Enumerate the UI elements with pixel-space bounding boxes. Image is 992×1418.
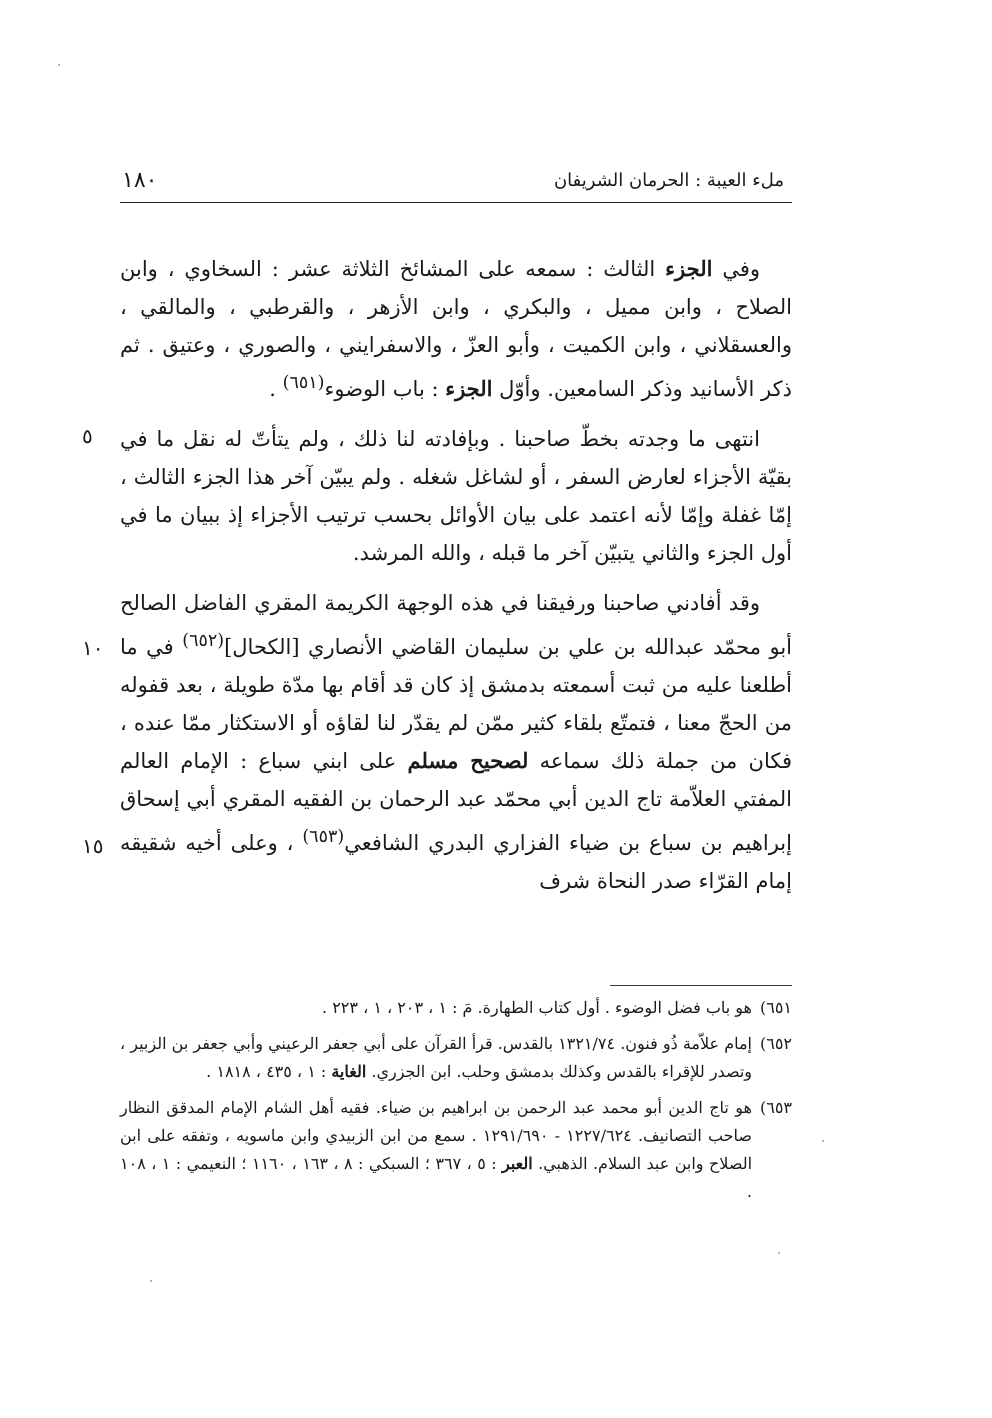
bold-term: الغاية (331, 1062, 367, 1081)
footnotes (120, 994, 792, 1214)
bold-term: الجزء (665, 256, 713, 281)
paragraph (120, 584, 792, 900)
text-span: إمام علاّمة ذُو فنون. ١٣٢١/٧٤ بالقدس. قرأ القرآن على أبي جعفر الرعيني وأبي جعفر بن الزبير ، وتصدر للإقراء بالقدس وكذلك بدمشق وحلب. ابن الجزري. (120, 1034, 752, 1081)
paragraph (120, 250, 792, 408)
bold-term: لصحيح مسلم (407, 748, 529, 773)
footnote (120, 994, 792, 1022)
scan-speck (150, 1280, 152, 1282)
main-text (120, 250, 792, 912)
text-span: . (269, 377, 283, 401)
bold-term: العبر (502, 1154, 533, 1173)
footnote-number: ٦٥١) (759, 998, 792, 1017)
page-header (120, 168, 792, 203)
paragraph (120, 420, 792, 572)
footnote (120, 1094, 792, 1206)
scan-speck (822, 1140, 824, 1142)
footnote-text (120, 1030, 752, 1086)
text-span: على ابني سباع : الإمام العالم المفتي العلاّمة تاج الدين أبي محمّد عبد الرحمان بن الفقيه المقري أبي إسحاق إبراهيم بن سباع بن ضياء الفزاري البدري الشافعي (120, 749, 792, 855)
footnote-ref[interactable]: (٦٥٣) (302, 827, 345, 847)
footnote-text (120, 1094, 752, 1206)
text-span: ، وعلى أخيه شقيقه إمام القرّاء صدر النحاة شرف (120, 831, 792, 893)
footnote-separator (610, 985, 792, 986)
footnote-number: ٦٥٢) (759, 1034, 792, 1053)
text-span: وقد أفادني صاحبنا ورفيقنا في هذه الوجهة الكريمة المقري الفاضل الصالح أبو محمّد عبدالله بن علي بن سليمان القاضي الأنصاري [الكحال] (120, 591, 793, 659)
footnote-number: ٦٥٣) (759, 1098, 792, 1117)
text-span: وفي (712, 257, 761, 281)
footnote (120, 1030, 792, 1086)
text-span: : ١ ، ٤٣٥ ، ١٨١٨ . (206, 1062, 332, 1081)
line-number-15: ١٥ (82, 834, 104, 858)
scan-speck (58, 64, 60, 66)
text-span: : باب الوضوء (324, 377, 446, 401)
running-title: ملء العيبة : الحرمان الشريفان (553, 170, 784, 191)
line-number-10: ١٠ (82, 636, 104, 660)
text-span: في ما أطلعنا عليه من ثبت أسمعته بدمشق إذ كان قد أقام بها مدّة طويلة ، بعد قفوله من الحجّ معنا ، فتمتّع بلقاء كثير ممّن لم يقدّر لنا لقاؤه أو الاستكثار ممّا عنده ، فكان من جملة ذلك سماعه (120, 635, 792, 773)
text-span: : ٥ ، ٣٦٧ ؛ السبكي : ٨ ، ١٦٣ ، ١١٦٠ ؛ النعيمي : ١ ، ١٠٨ . (120, 1154, 752, 1201)
footnote-text: هو باب فضل الوضوء . أول كتاب الطهارة. مَ : ١ ، ٢٠٣ ، ١ ، ٢٢٣ . (322, 998, 752, 1017)
page-number: ١٨٠ (122, 168, 158, 193)
footnote-ref[interactable]: (٦٥١) (282, 373, 325, 393)
scan-speck (778, 1252, 780, 1254)
line-number-5: ٥ (82, 424, 93, 448)
text-span: هو تاج الدين أبو محمد عبد الرحمن بن ابراهيم بن ضياء. فقيه أهل الشام الإمام المدقق النظار صاحب التصانيف. ١٢٢٧/٦٢٤ - ١٢٩١/٦٩٠ . سمع من ابن الزبيدي وابن ماسويه ، وتفقه على ابن الصلاح وابن عبد السلام. الذهبي. (120, 1098, 753, 1173)
text-span: انتهى ما وجدته بخطّ صاحبنا . وبإفادته لنا ذلك ، ولم يتأتّ له نقل ما في بقيّة الأجزاء لعارض السفر ، أو لشاغل شغله . ولم يبيّن آخر هذا الجزء الثالث ، إمّا غفلة وإمّا لأنه اعتمد على بيان الأوائل بحسب ترتيب الأجزاء إذ ببيان ما في أول الجزء والثاني يتبيّن آخر ما قبله ، والله المرشد. (120, 427, 792, 565)
text-span: الثالث : سمعه على المشائخ الثلاثة عشر : السخاوي ، وابن الصلاح ، وابن مميل ، والبكري ، وابن الأزهر ، والقرطبي ، والمالقي ، والعسقلاني ، وابن الكميت ، وأبو العزّ ، والاسفرايني ، والصوري ، وعتيق . ثم ذكر الأسانيد وذكر السامعين. وأوّل (120, 257, 792, 401)
bold-term: الجزء (445, 376, 493, 401)
footnote-ref[interactable]: (٦٥٢) (182, 631, 225, 651)
